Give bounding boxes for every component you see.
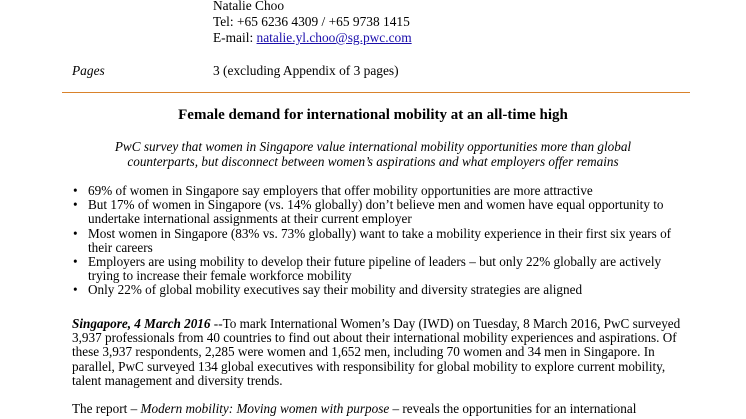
body-paragraph-1	[72, 317, 694, 388]
list-item-text: Only 22% of global mobility executives say their mobility and diversity strategies are aligned	[88, 282, 583, 298]
section-divider	[62, 92, 690, 93]
bullet-dot: •	[73, 282, 78, 298]
list-item	[72, 227, 692, 255]
list-item-text: Employers are using mobility to develop their future pipeline of leaders – but only 22% globally are actively trying to increase their female workforce mobility	[88, 254, 662, 284]
contact-block	[213, 0, 412, 46]
contact-email-row	[213, 30, 412, 46]
list-item-text: But 17% of women in Singapore (vs. 14% globally) don’t believe men and women have equal opportunity to undertake international assignments at their current employer	[88, 197, 664, 227]
email-label: E-mail:	[213, 30, 254, 45]
email-link[interactable]: natalie.yl.choo@sg.pwc.com	[256, 30, 412, 45]
paragraph-text: --To mark International Women’s Day (IWD) on Tuesday, 8 March 2016, PwC surveyed 3,937 professionals from 40 countries to find out about their international mobility experiences and aspirations. Of these 3,937 respondents, 2,285 were women and 1,652 men, including 70 women and 34 men in Singapore. In parallel, PwC surveyed 134 global executives with responsibility for global mobility to explore current mobility, talent management and diversity trends.	[72, 316, 681, 388]
list-item	[72, 255, 692, 283]
body-paragraph-2	[72, 402, 694, 416]
bullet-dot: •	[73, 197, 78, 213]
list-item-text: Most women in Singapore (83% vs. 73% globally) want to take a mobility experience in their first six years of their careers	[88, 225, 672, 255]
contact-name: Natalie Choo	[213, 0, 285, 13]
pages-value: 3 (excluding Appendix of 3 pages)	[213, 63, 399, 78]
dateline: Singapore, 4 March 2016	[72, 316, 211, 331]
paragraph-start: The report –	[72, 401, 141, 416]
list-item	[72, 184, 692, 198]
bullet-dot: •	[73, 183, 78, 198]
subheadline: PwC survey that women in Singapore value international mobility opportunities more than global counterparts, but disconnect between women’s aspirations and what employers offer remains	[114, 139, 632, 169]
list-item-text: 69% of women in Singapore say employers that offer mobility opportunities are more attractive	[88, 183, 593, 198]
headline: Female demand for international mobility at an all-time high	[178, 107, 568, 123]
key-findings-list	[72, 184, 692, 298]
list-item	[72, 283, 692, 297]
list-item	[72, 198, 692, 226]
paragraph-rest: – reveals the opportunities for an international	[389, 401, 637, 416]
report-title: Modern mobility: Moving women with purpose	[140, 401, 390, 416]
bullet-dot: •	[73, 225, 78, 241]
bullet-dot: •	[73, 254, 78, 270]
pages-label: Pages	[72, 63, 105, 78]
contact-phone: Tel: +65 6236 4309 / +65 9738 1415	[213, 14, 410, 29]
